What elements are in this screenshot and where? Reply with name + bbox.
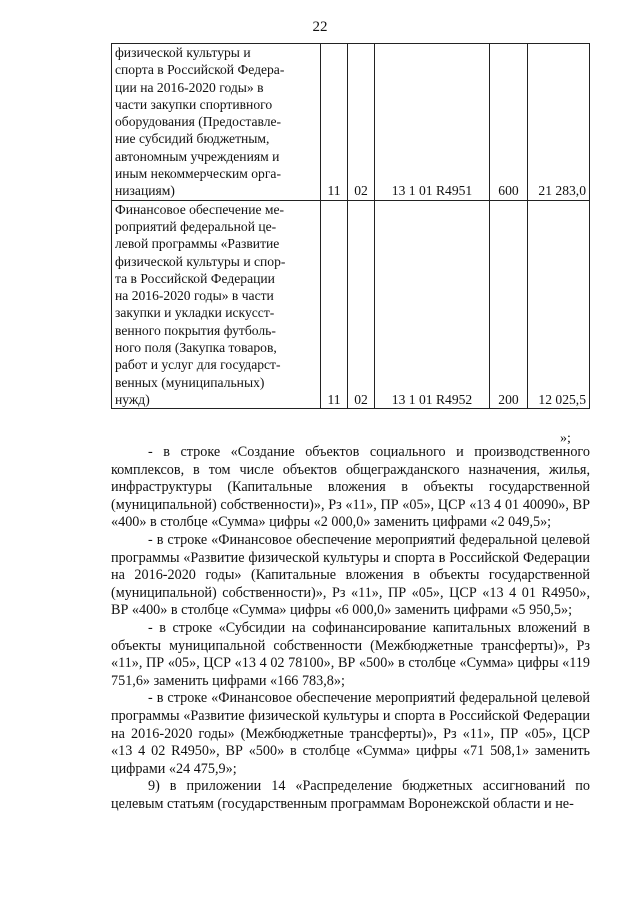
paragraph: - в строке «Финансовое обеспечение мероприятий федеральной целевой программы «Развитие физической культуры и спорта в Российской Федерации на 2016-2020 годы» (Капитальные вложения в объекты государственной (муниципальной) собственности)», Рз «11», ПР «05», ЦСР «13 4 01 R4950», ВР «400» в столбце «Сумма» цифры «6 000,0» заменить цифрами «5 950,5»;	[111, 531, 590, 619]
row-description: Финансовое обеспечение ме- роприятий федеральной це- левой программы «Развитие физической культуры и спор- та в Российской Федерации на 2016-2020 годы» в части закупки и укладки искусст- венного покрытия футболь- ного поля (Закупка товаров, работ и услуг для государст- венных (муниципальных) нужд)	[112, 200, 321, 409]
table-row	[112, 44, 590, 201]
row-description: физической культуры и спорта в Российской Федера- ции на 2016-2020 годы» в части закупки спортивного оборудования (Предоставле- ние субсидий бюджетным, автономным учреждениям и иным некоммерческим орга- низациям)	[112, 44, 321, 201]
row-csr: 13 1 01 R4952	[375, 200, 490, 409]
amendment-text	[111, 444, 590, 813]
row-pr: 02	[348, 200, 375, 409]
budget-table	[111, 43, 590, 409]
row-vr: 600	[490, 44, 528, 201]
row-csr: 13 1 01 R4951	[375, 44, 490, 201]
row-sum: 21 283,0	[528, 44, 590, 201]
paragraph: 9) в приложении 14 «Распределение бюджетных ассигнований по целевым статьям (государственным программам Воронежской области и не-	[111, 778, 590, 812]
row-rz: 11	[321, 44, 348, 201]
paragraph: - в строке «Создание объектов социального и производственного комплексов, в том числе объектов общегражданского назначения, жилья, инфраструктуры (Капитальные вложения в объекты государственной (муниципальной) собственности)», Рз «11», ПР «05», ЦСР «13 4 01 40090», ВР «400» в столбце «Сумма» цифры «2 000,0» заменить цифрами «2 049,5»;	[111, 444, 590, 531]
row-vr: 200	[490, 200, 528, 409]
table-row	[112, 200, 590, 409]
page-number: 22	[312, 19, 328, 35]
table-closing-mark: »;	[560, 431, 571, 446]
paragraph: - в строке «Финансовое обеспечение мероприятий федеральной целевой программы «Развитие физической культуры и спорта в Российской Федерации на 2016-2020 годы» (Межбюджетные трансферты)», Рз «11», ПР «05», ЦСР «13 4 02 R4950», ВР «500» в столбце «Сумма» цифры «71 508,1» заменить цифрами «24 475,9»;	[111, 690, 590, 777]
paragraph: - в строке «Субсидии на софинансирование капитальных вложений в объекты муниципальной собственности (Межбюджетные трансферты)», Рз «11», ПР «05», ЦСР «13 4 02 78100», ВР «500» в столбце «Сумма» цифры «119 751,6» заменить цифрами «166 783,8»;	[111, 619, 590, 689]
row-pr: 02	[348, 44, 375, 201]
row-rz: 11	[321, 200, 348, 409]
row-sum: 12 025,5	[528, 200, 590, 409]
